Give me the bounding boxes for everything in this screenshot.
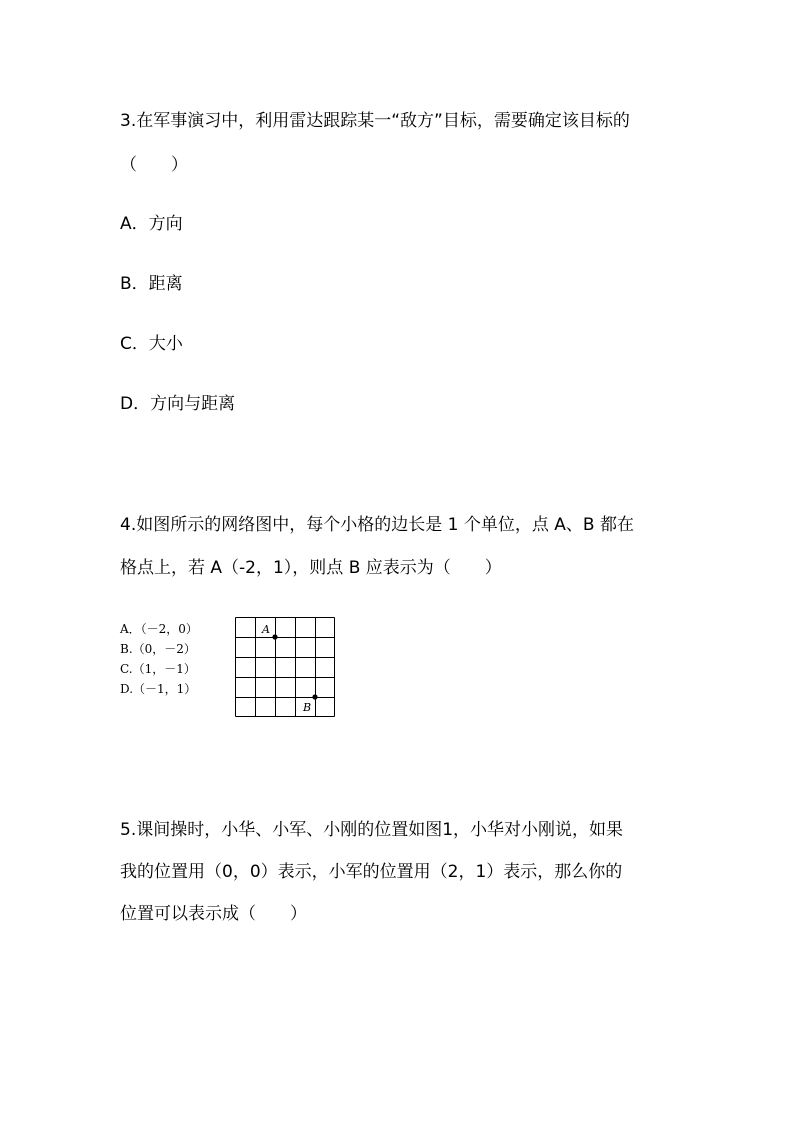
q4-options bbox=[120, 619, 198, 699]
q4-option-a: A．（－2，0） bbox=[120, 622, 198, 636]
q5-stem-line2: 我的位置用（0，0）表示，小军的位置用（2，1）表示，那么你的 bbox=[120, 862, 623, 882]
point-b-dot bbox=[312, 694, 317, 699]
q4-stem-line2: 格点上，若 A（-2，1），则点 B 应表示为（ ） bbox=[120, 558, 502, 578]
q4-option-c: C.（1，－1） bbox=[120, 662, 196, 676]
point-b-label: B bbox=[303, 701, 312, 714]
q5-stem-line3: 位置可以表示成（ ） bbox=[120, 904, 307, 924]
q5-stem-line1: 5.课间操时，小华、小军、小刚的位置如图1，小华对小刚说，如果 bbox=[120, 820, 624, 840]
q3-option-c: C．大小 bbox=[120, 334, 183, 354]
q4-option-d: D.（－1，1） bbox=[120, 682, 197, 696]
q4-stem-line1: 4.如图所示的网络图中，每个小格的边长是 1 个单位，点 A、B 都在 bbox=[120, 515, 634, 535]
coordinate-grid-figure bbox=[235, 617, 337, 719]
q3-option-a: A．方向 bbox=[120, 214, 183, 234]
q3-option-d: D．方向与距离 bbox=[120, 394, 236, 414]
point-a-label: A bbox=[262, 623, 270, 636]
q3-stem-line1: 3.在军事演习中，利用雷达跟踪某一“敌方”目标，需要确定该目标的 bbox=[120, 111, 630, 131]
q3-stem-line2: （ ） bbox=[120, 155, 188, 175]
point-a-dot bbox=[272, 634, 277, 639]
q4-option-b: B.（0，－2） bbox=[120, 642, 196, 656]
q3-option-b: B．距离 bbox=[120, 274, 183, 294]
grid-lines bbox=[236, 618, 335, 717]
